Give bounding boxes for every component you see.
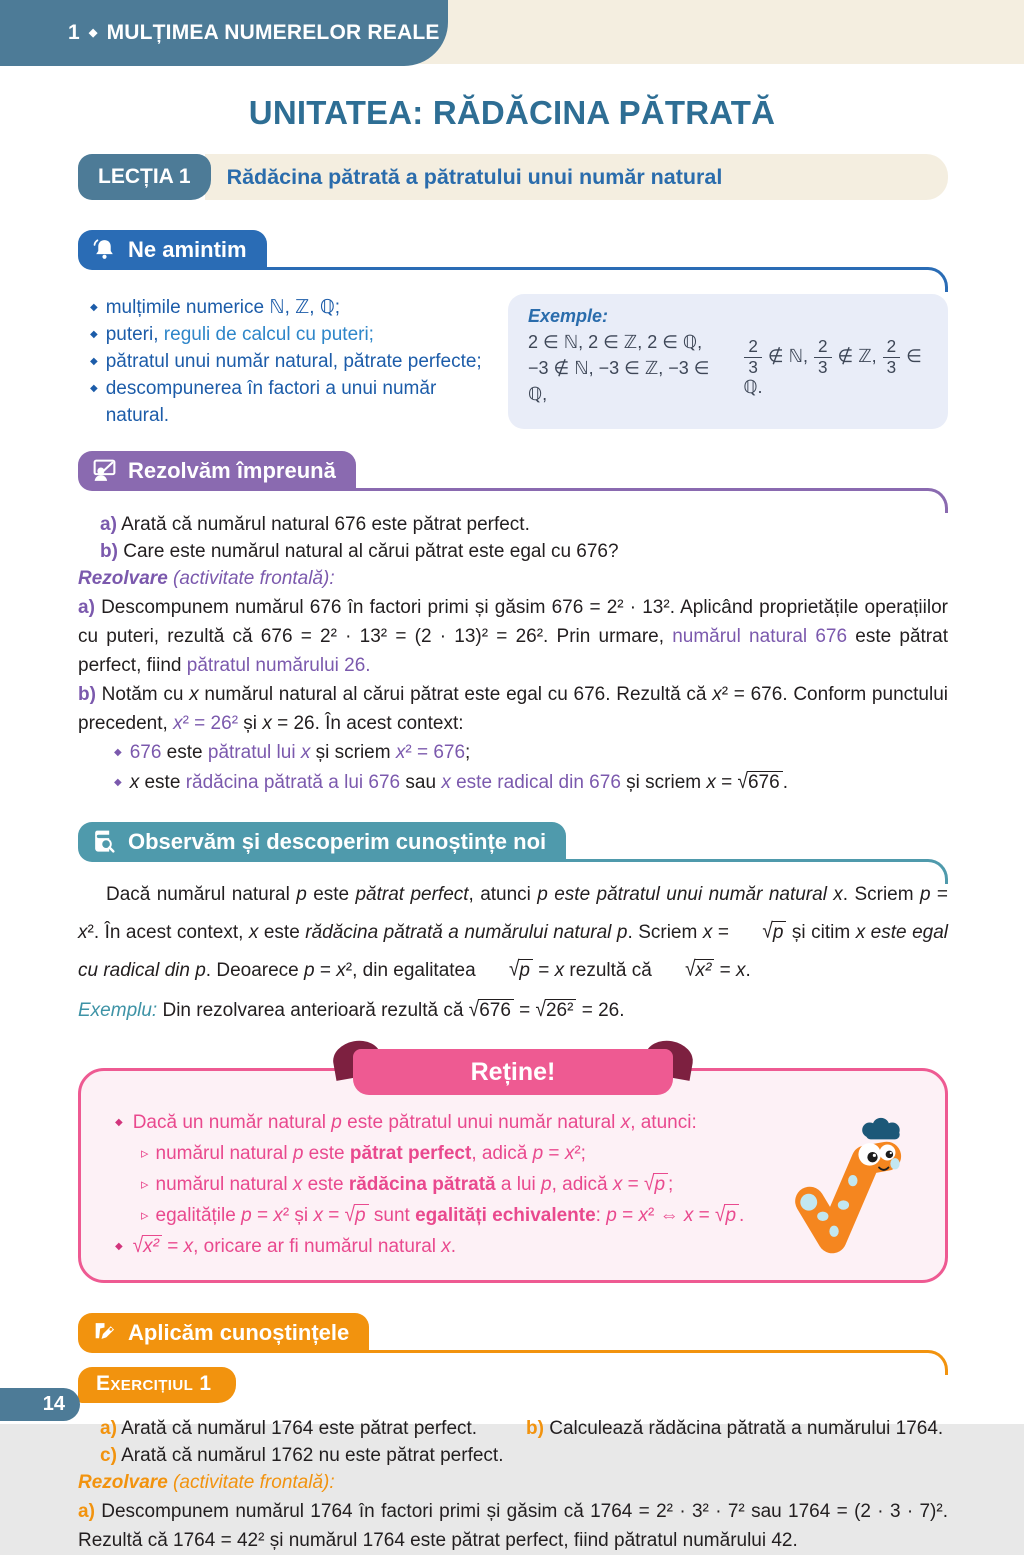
solution-label-line xyxy=(78,565,948,593)
text-run: Arată că numărul 1762 nu este pătrat perfect. xyxy=(116,1445,504,1466)
text-run: x xyxy=(313,1205,323,1226)
lesson-badge: LECȚIA 1 xyxy=(78,154,211,200)
whiteboard-person-icon xyxy=(91,457,118,484)
text-run: Exemplu: xyxy=(78,1000,158,1021)
remember-item xyxy=(111,1138,771,1169)
text-run: Arată că numărul natural 676 este pătrat perfect. xyxy=(116,514,530,535)
text-run: este xyxy=(302,1174,349,1195)
text-run: . Deoarece xyxy=(205,960,305,981)
text-run: descompunerea în factori a unui număr natural. xyxy=(105,378,437,426)
lesson-title: Rădăcina pătrată a pătratului unui număr natural xyxy=(205,154,948,200)
example-line: 2 ∈ ℕ, 2 ∈ ℤ, 2 ∈ ℚ, xyxy=(528,332,703,352)
text-run: x xyxy=(441,772,451,793)
text-run: x xyxy=(78,922,88,943)
section-title: Rezolvăm împreună xyxy=(128,457,336,483)
diamond-bullet-icon: ◆ xyxy=(114,777,122,788)
example-line: −3 ∉ ℕ, −3 ∈ ℤ, −3 ∈ ℚ, xyxy=(528,358,710,404)
remember-text xyxy=(156,1138,586,1169)
exercise-b xyxy=(526,1415,948,1442)
section-rezolvam-header xyxy=(78,451,948,491)
text-run: și scriem xyxy=(310,742,396,763)
text-run: puteri, xyxy=(105,324,164,345)
list-item xyxy=(78,348,484,375)
remember-box xyxy=(78,1057,948,1283)
text-run: $\frac{2}{3}$ xyxy=(883,338,901,377)
text-run: . Scriem xyxy=(627,922,703,943)
bell-icon xyxy=(91,236,118,263)
text-run: pătratul unui număr natural, pătrate perfecte; xyxy=(105,351,482,372)
text-run: a) xyxy=(78,597,95,618)
text-run: ² și xyxy=(282,1205,314,1226)
list-item xyxy=(78,375,484,429)
text-run: Descompunem numărul 676 în factori primi și găsim 676 = 2² · 13². Aplicând proprietățile operațiilor cu puteri, rezultă că 676 = 2² · 13² = (2 · 13)² = 26². Prin urmare, xyxy=(78,597,948,647)
text-run: Care este numărul natural al cărui pătrat este egal cu 676? xyxy=(117,541,619,562)
text-run: , atunci xyxy=(468,884,538,905)
text-run: b) xyxy=(78,684,96,705)
text-run: ; xyxy=(668,1174,674,1195)
text-run: x xyxy=(189,684,199,705)
text-run: x xyxy=(620,1112,631,1133)
sub-bullet-text xyxy=(130,768,788,798)
remember-item xyxy=(111,1169,771,1200)
text-run: , oricare ar fi numărul natural xyxy=(193,1236,442,1257)
exercise-items xyxy=(78,1415,948,1469)
text-run: ; xyxy=(465,742,471,763)
text-run: , atunci: xyxy=(630,1112,697,1133)
text-run: p xyxy=(296,884,307,905)
text-run: = xyxy=(251,1205,274,1226)
sub-bullet xyxy=(102,738,948,768)
text-run: , adică xyxy=(551,1174,613,1195)
section-ne-amintim-header xyxy=(78,230,948,270)
triangle-bullet-icon: ▹ xyxy=(141,1145,149,1162)
text-run: reguli de calcul cu puteri; xyxy=(163,324,374,345)
text-run: egalitățile xyxy=(155,1205,242,1226)
remember-item xyxy=(111,1231,771,1262)
sqrt-mascot-illustration xyxy=(785,1115,915,1265)
text-run: = xyxy=(622,1174,645,1195)
text-run: = xyxy=(543,1143,565,1164)
text-run: √26² xyxy=(536,1000,577,1021)
text-run: x xyxy=(183,1236,194,1257)
text-run: , adică xyxy=(471,1143,533,1164)
text-run: ² ⇔ xyxy=(647,1205,684,1226)
text-run: 676 xyxy=(129,742,162,763)
list-item-text xyxy=(106,294,340,321)
text-run: . xyxy=(739,1205,745,1226)
solution-label: Rezolvare xyxy=(78,1472,168,1493)
text-run: numărul natural xyxy=(155,1174,293,1195)
text-run: p xyxy=(292,1143,304,1164)
text-run: x xyxy=(248,922,259,943)
remember-ribbon xyxy=(353,1049,673,1095)
text-run: a) xyxy=(100,1418,117,1439)
text-run: egalități echivalente xyxy=(415,1205,596,1226)
text-run: x xyxy=(292,1174,303,1195)
text-run: = 26. xyxy=(576,1000,625,1021)
text-run: x este egal cu radical din p xyxy=(78,922,949,981)
diamond-bullet-icon: ◆ xyxy=(114,747,122,758)
text-run: Dacă numărul natural xyxy=(106,884,297,905)
section-tab xyxy=(78,1313,369,1353)
text-run: a) xyxy=(78,1501,95,1522)
section-tab xyxy=(78,451,356,491)
text-run: = 26. În acest context: xyxy=(271,713,464,734)
text-run: ∈ ℚ. xyxy=(743,346,922,397)
solution-note: (activitate frontală): xyxy=(167,1472,335,1493)
text-run: rădăcina pătrată xyxy=(348,1174,496,1195)
remember-title: Reține! xyxy=(353,1049,673,1095)
text-run: x xyxy=(564,1143,575,1164)
solution-paragraph-b xyxy=(78,680,948,738)
text-run: x xyxy=(554,960,565,981)
top-banner xyxy=(0,0,1024,64)
recall-list xyxy=(78,294,484,429)
text-run: p xyxy=(606,1205,617,1226)
section-tab xyxy=(78,230,267,270)
text-run: rădăcina pătrată a lui 676 xyxy=(185,772,401,793)
text-run: √p xyxy=(481,960,533,981)
text-run: Calculează rădăcina pătrată a numărului 1764. xyxy=(543,1418,944,1439)
lesson-header xyxy=(78,154,948,200)
text-run: ²; xyxy=(574,1143,586,1164)
solution-label-line xyxy=(78,1469,948,1497)
text-run: √676 xyxy=(469,1000,514,1021)
diamond-bullet-icon: ◆ xyxy=(90,356,98,367)
text-run: rădăcina pătrată a numărului natural p xyxy=(305,922,628,943)
section-observam-header xyxy=(78,822,948,862)
text-run: și scriem xyxy=(620,772,707,793)
text-run: p xyxy=(241,1205,252,1226)
text-run: este xyxy=(139,772,186,793)
text-run: Descompunem numărul 1764 în factori primi și găsim că 1764 = 2² · 3² · 7² sau 1764 = (2 · 3 · 7)². Rezultă că 1764 = 42² și numărul 1764 este pătrat perfect, fiind pătratul numărului 42. xyxy=(78,1501,948,1551)
diamond-bullet-icon: ◆ xyxy=(115,1241,123,1252)
diamond-bullet-icon: ◆ xyxy=(90,302,98,313)
text-run: numărul natural 676 xyxy=(672,626,848,647)
diamond-bullet-icon: ◆ xyxy=(90,383,98,394)
section-rule xyxy=(356,488,948,513)
text-run: $\frac{2}{3}$ xyxy=(744,338,762,377)
text-run: și xyxy=(238,713,263,734)
chapter-title: MULȚIMEA NUMERELOR REALE xyxy=(106,21,440,44)
text-run: x xyxy=(300,742,311,763)
examples-label: Exemple: xyxy=(528,306,609,326)
text-run: Din rezolvarea anterioară rezultă că xyxy=(157,1000,469,1021)
text-run: √p xyxy=(715,1205,739,1226)
text-run: este xyxy=(306,884,356,905)
text-run: x xyxy=(441,1236,451,1257)
text-run: sunt xyxy=(368,1205,416,1226)
text-run: = xyxy=(712,922,735,943)
text-run: = xyxy=(693,1205,716,1226)
chapter-number: 1 xyxy=(68,21,80,44)
text-run: √p xyxy=(345,1205,369,1226)
text-run: ∉ ℕ, xyxy=(762,346,813,367)
section-title: Aplicăm cunoștințele xyxy=(128,1319,350,1345)
text-run: este xyxy=(161,742,208,763)
sub-bullet-text xyxy=(130,738,471,768)
text-run: x xyxy=(683,1205,694,1226)
text-run: este pătratul unui număr natural xyxy=(341,1112,621,1133)
text-run: sau xyxy=(400,772,442,793)
text-run: p xyxy=(331,1112,342,1133)
list-item-text xyxy=(106,321,374,348)
text-run: x xyxy=(262,713,272,734)
chapter-banner xyxy=(0,0,448,66)
text-run: x xyxy=(173,713,183,734)
text-run: = xyxy=(161,1236,184,1257)
solution-paragraph-a xyxy=(78,593,948,680)
remember-text xyxy=(156,1200,745,1231)
text-run: . xyxy=(450,1236,457,1257)
pen-nib-icon xyxy=(91,1319,118,1346)
text-run: = xyxy=(714,960,736,981)
problem-b xyxy=(100,538,948,565)
text-run: pătrat perfect xyxy=(355,884,469,905)
text-run: ² = 676. Conform punctului precedent, xyxy=(78,684,948,734)
text-run: p xyxy=(304,960,315,981)
text-run: p xyxy=(919,884,931,905)
book-magnifier-icon xyxy=(91,828,118,855)
text-run: rezultă că xyxy=(564,960,658,981)
remember-item xyxy=(111,1107,771,1138)
list-item xyxy=(78,294,484,321)
remember-box-wrap xyxy=(78,1057,948,1283)
text-run: este radical din 676 xyxy=(450,772,621,793)
section-rule xyxy=(267,267,948,292)
text-run: √p xyxy=(644,1174,668,1195)
section-rule xyxy=(369,1350,948,1375)
text-run: a lui xyxy=(495,1174,542,1195)
text-run: x xyxy=(336,960,346,981)
text-run: $\frac{2}{3}$ xyxy=(814,338,832,377)
example-sentence xyxy=(78,994,948,1028)
text-run: = xyxy=(314,960,337,981)
text-run: p xyxy=(532,1143,544,1164)
text-run: : xyxy=(595,1205,607,1226)
remember-text xyxy=(156,1169,674,1200)
text-run: este xyxy=(303,1143,350,1164)
remember-text xyxy=(133,1231,456,1262)
exercise-c xyxy=(100,1442,526,1469)
solution-note: (activitate frontală): xyxy=(167,568,335,589)
text-run: mulțimile numerice ℕ, ℤ, ℚ; xyxy=(105,297,341,318)
problem-a xyxy=(100,511,948,538)
text-run: Notăm cu xyxy=(95,684,190,705)
text-run: x xyxy=(706,772,716,793)
text-run: √x² xyxy=(657,960,714,981)
text-run: ². În acest context, xyxy=(87,922,249,943)
example-fractions xyxy=(743,338,930,398)
text-run: b) xyxy=(526,1418,544,1439)
exercise-badge: Exercițiul 1 xyxy=(78,1367,236,1403)
text-run: √x² xyxy=(133,1236,162,1257)
text-run: ∉ ℤ, xyxy=(832,346,882,367)
list-item-text xyxy=(106,375,484,429)
text-run: c) xyxy=(100,1445,117,1466)
text-run: = xyxy=(930,884,949,905)
solution-label: Rezolvare xyxy=(78,568,168,589)
text-run: numărul natural al cărui pătrat este egal cu 676. Rezultă că xyxy=(198,684,713,705)
text-run: este pătrat perfect, fiind xyxy=(78,626,948,676)
text-run: ² = 26² xyxy=(182,713,239,734)
examples-lines xyxy=(528,329,717,407)
text-run: este xyxy=(258,922,306,943)
text-run: pătratul lui xyxy=(207,742,301,763)
text-run: pătratul numărului 26. xyxy=(186,655,371,676)
text-run: x xyxy=(736,960,746,981)
text-run: b) xyxy=(100,541,118,562)
text-run: x xyxy=(129,772,140,793)
text-run: x xyxy=(712,684,722,705)
text-run: a) xyxy=(100,514,117,535)
list-item xyxy=(78,321,484,348)
text-run: numărul natural xyxy=(155,1143,293,1164)
text-run: = xyxy=(616,1205,639,1226)
triangle-bullet-icon: ▹ xyxy=(141,1207,149,1224)
text-run: x xyxy=(612,1174,623,1195)
triangle-bullet-icon: ▹ xyxy=(141,1176,149,1193)
remember-item xyxy=(111,1200,771,1231)
text-run: Arată că numărul 1764 este pătrat perfect. xyxy=(116,1418,478,1439)
text-run: x xyxy=(273,1205,283,1226)
page-title: UNITATEA: RĂDĂCINA PĂTRATĂ xyxy=(248,94,776,131)
diamond-bullet-icon: ◆ xyxy=(115,1117,123,1128)
text-run: . Scriem xyxy=(842,884,920,905)
section-tab xyxy=(78,822,566,862)
diamond-bullet-icon: ◆ xyxy=(90,329,98,340)
diamond-icon: ◆ xyxy=(88,26,98,39)
section-title: Observăm și descoperim cunoștințe noi xyxy=(128,828,547,854)
theory-paragraph xyxy=(78,876,948,990)
exercise-solution-paragraph xyxy=(78,1497,948,1555)
sub-bullet xyxy=(102,768,948,798)
text-run: x xyxy=(395,742,406,763)
text-run: √676 xyxy=(738,772,783,793)
section-title: Ne amintim xyxy=(128,236,247,262)
text-run: = xyxy=(715,772,738,793)
exercise-a xyxy=(100,1415,526,1442)
text-run: ² = 676 xyxy=(405,742,466,763)
text-run: pătrat perfect xyxy=(349,1143,472,1164)
text-run: = xyxy=(322,1205,345,1226)
section-aplicam-header xyxy=(78,1313,948,1353)
examples-box xyxy=(508,294,948,429)
text-run: = xyxy=(532,960,555,981)
text-run: √p xyxy=(734,922,786,943)
text-run: p este pătratul unui număr natural x xyxy=(537,884,843,905)
text-run: Dacă un număr natural xyxy=(132,1112,332,1133)
page-number: 14 xyxy=(0,1388,80,1421)
ne-amintim-body xyxy=(78,294,948,429)
list-item-text xyxy=(106,348,482,375)
text-run: x xyxy=(638,1205,648,1226)
text-run: p xyxy=(541,1174,552,1195)
text-run: și citim xyxy=(786,922,856,943)
text-run: ², din egalitatea xyxy=(345,960,481,981)
text-run: = xyxy=(513,1000,536,1021)
remember-text xyxy=(133,1107,697,1138)
text-run: . xyxy=(782,772,788,793)
text-run: x xyxy=(702,922,713,943)
text-run: . xyxy=(745,960,751,981)
